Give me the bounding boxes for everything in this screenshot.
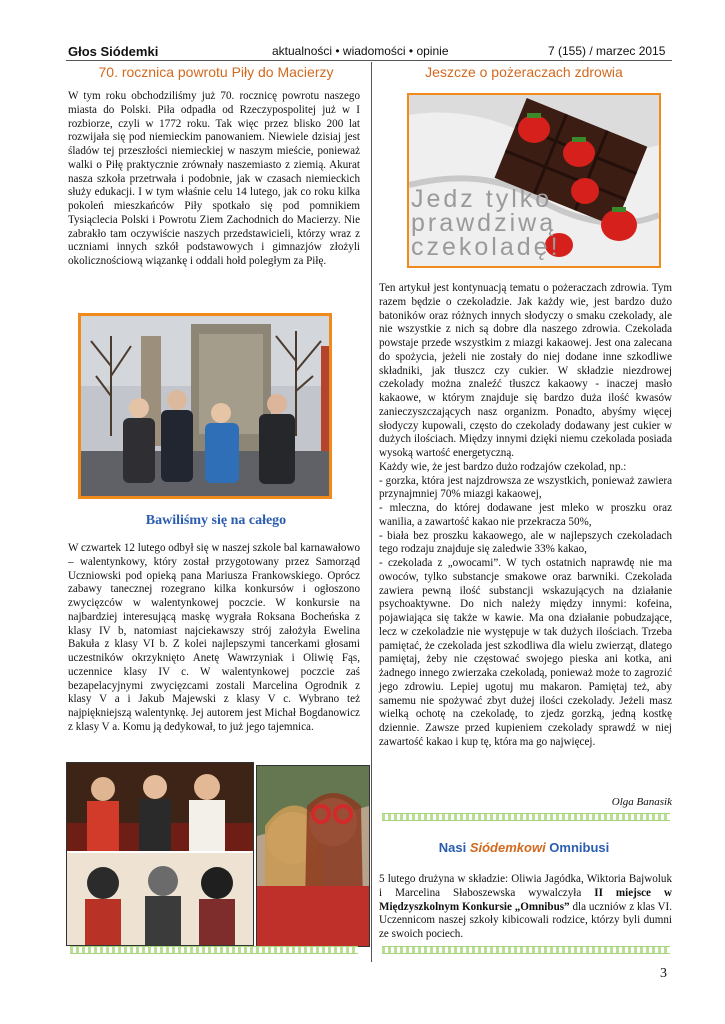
photo-chocolate-strawberries (407, 93, 661, 268)
column-divider (371, 62, 372, 962)
article-body-party: W czwartek 12 lutego odbył się w naszej szkole bal karnawałowo – walentynkowy, który został przygotowany przez Samorząd Uczniowski pod opieką pana Mariusza Frankowskiego. Oprócz zabawy tanecznej rozegrano kilka konkursów i ogłoszono zwycięzców w walentynkowej poczcie. W konkursie na najbardziej interesującą maskę wygrała Roksana Bocheńska z klasy IV b, natomiast najciekawszy strój założyła Ewelina Bakuła z klasy VI b. Z kolei najlepszymi tancerkami głosami uczestników okrzyknięto Anetę Wawrzyniak i Oliwię Fąs, uczennice klasy IV c. W walentynkowej poczcie zaś bezapelacyjnymi zwycięzcami zostali Marcelina Ogrodnik z klasy V a i Jakub Majewski z klasy V c. Wybrano też najpiękniejszą walentynkę. Jej autorem jest Michał Bogdanowicz z klasy V a. Komu ją dedykował, to już jego tajemnica. (68, 542, 360, 733)
photo-girls-valentine (256, 765, 370, 947)
article-body-anniversary: W tym roku obchodziliśmy już 70. rocznicę powrotu naszego miasta do Polski. Piła odpadła od Rzeczypospolitej już w I rozbiorze, czyli w 1772 roku. Tak więc przez blisko 200 lat rozwijała się pod niemieckim panowaniem. Niewiele dzisiaj jest śladów tej przeszłości niemieckiej w naszym mieście, ponieważ walki o Piłę praktycznie zrównały naszemiasto z ziemią. Akurat nasza szkoła przetrwała i podobnie, jak w czasach niemieckich służy edukacji. I w tym właśnie celu 14 lutego, jak co roku kilka pokoleń mieszkańców Piły spotkało się pod pomnikiem Tysiąclecia Polski i Powrotu Ziem Zachodnich do Macierzy. Nie zabrakło tam oczywiście naszych przedstawicieli, którzy wraz z uczniami innych szkół podstawowych i gimnazjów złożyli okolicznościową wiązankę i oddali hołd poległym za Piłę. (68, 90, 360, 267)
header-rule (66, 60, 672, 61)
article-title-party: Bawiliśmy się na całego (145, 513, 287, 528)
left-decorative-divider (70, 946, 358, 954)
article-body-omnibus: 5 lutego drużyna w składzie: Oliwia Jagódka, Wiktoria Bajwoluk i Marcelina Słaboszewska wywalczyła II miejsce w Międzyszkolnym Konkursie „Omnibus” dla uczniów z klas VI. Uczennicom naszej szkoły kibicowali rodzice, którzy byli dumni ze swoich pociech. (379, 873, 673, 940)
right-decorative-divider-bottom (382, 946, 670, 954)
chocolate-slogan: Jedz tylko prawdziwą czekoladę! (411, 185, 561, 261)
article-author: Olga Banasik (611, 796, 672, 808)
article-body-chocolate: Ten artykuł jest kontynuacją tematu o pożeraczach zdrowia. Tym razem będzie o czekoladzie. Jak każdy wie, jest bardzo dużo batoników oraz różnych innych słodyczy o smaku czekolady, ale nie wszystkie z nich są dobre dla naszego zdrowia. Czekolada powstaje przede wszystkim z miazgi kakaowej. Jest ona zalecana do spożycia, jeżeli nie zostały do niej dodane inne szkodliwe składniki, jak tłuszcz czy cukier. W składzie niezdrowej czekolady można znaleźć tłuszcz kakaowy - inaczej masło kakaowe, w którym znajduje się bardzo duża ilość kwasów zanieczyszczających nasz organizm. Ponadto, abyśmy więcej słodyczy kupowali, często do czekolady dodawany jest cukier w dużych ilościach. Między innymi dzięki niemu czekolada posiada wysoką wartość energetyczną. Każdy wie, że jest bardzo dużo rodzajów czekolad, np.: - gorzka, która jest najzdrowsza ze wszystkich, ponieważ zawiera przynajmniej 70% miazgi kakaowej, - mleczna, do której dodawane jest mleko w proszku oraz wanilia, a zawartość kakao nie przekracza 50%, - biała bez proszku kakaowego, ale w najlepszych czekoladach tego rodzaju znajduje się zaledwie 33% kakao, - czekolada z „owocami”. W tych ostatnich naprawdę nie ma owoców, tylko substancje smakowe oraz barwniki. Czekolada zawiera pewną ilość substancji wskazujących na działanie psychoaktywne. Do nich należy między innymi: kofeina, pojawiająca się także w kawie. Ma ona działanie pobudzające, lecz w czekoladzie nie występuje w tak dużych ilościach. Trzeba pamiętać, że czekolada jest szkodliwa dla wielu zwierząt, dlatego pamiętaj, żeby nie częstować swojego pieska ani kotka, ani żadnego innego zwierzaka czekoladą, ponieważ może to zagrozić jego zdrowiu. Lepiej ugotuj mu makaron. Pamiętaj też, aby samemu nie spożywać zbyt dużej ilości czekolady. Jeżeli masz wielką ochotę na czekoladę, to zjedz gorzką, jedną kostkę dziennie. Zawsze przed kupieniem czekolady sprawdź w niej zawartość kakao i kup tę, która ma go najwięcej. (379, 282, 672, 748)
header-tagline: aktualności • wiadomości • opinie (272, 44, 449, 58)
article-title-omnibus: Nasi Siódemkowi Omnibusi (438, 840, 610, 855)
issue-info: 7 (155) / marzec 2015 (548, 44, 666, 58)
article-title-chocolate: Jeszcze o pożeraczach zdrowia (425, 64, 623, 80)
photo-monument-students (78, 313, 332, 499)
photo-party-collage (66, 762, 254, 946)
page-number: 3 (660, 966, 667, 981)
article-title-anniversary: 70. rocznica powrotu Piły do Macierzy (98, 64, 334, 80)
right-decorative-divider-top (382, 813, 670, 821)
newspaper-name: Głos Siódemki (68, 44, 159, 59)
